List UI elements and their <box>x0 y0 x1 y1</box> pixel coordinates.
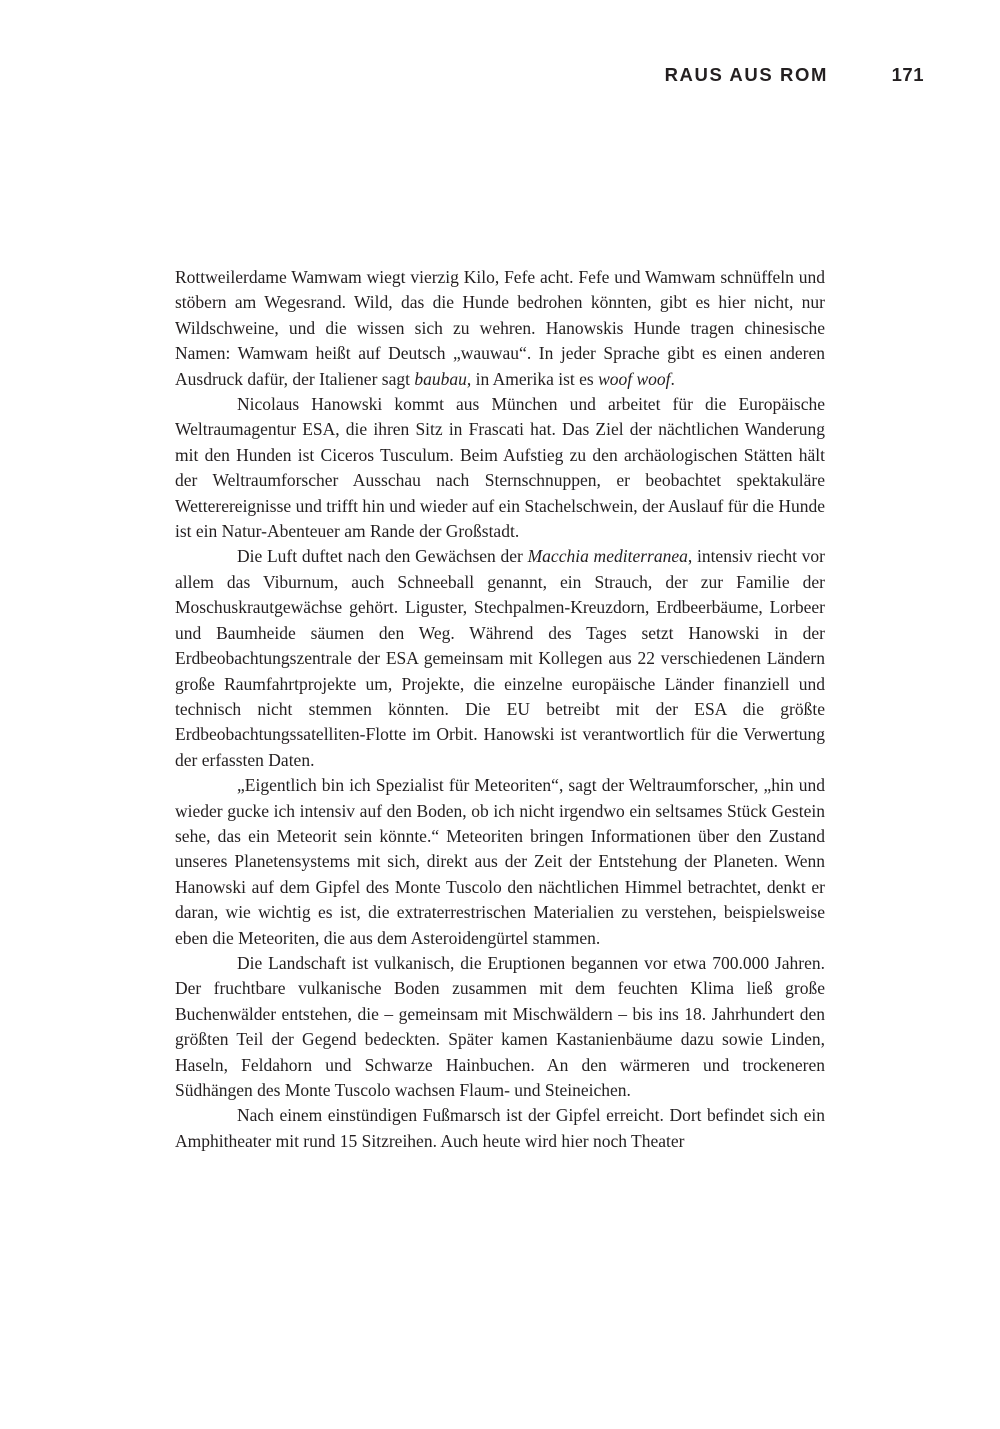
italic-text-run: baubau <box>414 368 467 389</box>
text-run: Nicolaus Hanowski kommt aus München und arbeitet für die Europäische Weltraumagentur ESA, die ihren Sitz in Frascati hat. Das Ziel der nächtlichen Wanderung mit den Hunden ist Ciceros Tusculum. Beim Aufstieg zu den archäologischen Stätten hält der Weltraumforscher Ausschau nach Sternschnuppen, er beobachtet spektakuläre Wetterereignisse und trifft hin und wieder auf ein Stachelschwein, der Auslauf für die Hunde ist ein Natur-Abenteuer am Rande der Großstadt. <box>175 394 825 542</box>
text-run: Die Luft duftet nach den Gewächsen der <box>237 546 528 567</box>
text-run: . <box>670 368 675 389</box>
italic-text-run: Macchia mediterranea <box>527 546 688 567</box>
paragraph <box>175 951 825 1103</box>
running-header-title: RAUS AUS ROM <box>664 64 828 85</box>
paragraph <box>175 1103 825 1154</box>
text-run: „Eigentlich bin ich Spezialist für Meteoriten“, sagt der Weltraumforscher, „hin und wieder gucke ich intensiv auf den Boden, ob ich nicht irgendwo ein seltsames Stück Gestein sehe, das ein Meteorit sein könnte.“ Meteoriten bringen Informationen über den Zustand unseres Planetensystems mit sich, direkt aus der Zeit der Entstehung der Planeten. Wenn Hanowski auf dem Gipfel des Monte Tuscolo den nächtlichen Himmel betrachtet, denkt er daran, wie wichtig es ist, die extraterrestrischen Materialien zu verstehen, beispielsweise eben die Meteoriten, die aus dem Asteroidengürtel stammen. <box>175 775 825 948</box>
text-run: Rottweilerdame Wamwam wiegt vierzig Kilo, Fefe acht. Fefe und Wamwam schnüffeln und stöbern am Wegesrand. Wild, das die Hunde bedrohen könnten, gibt es hier nicht, nur Wildschweine, und die wissen sich zu wehren. Hanowskis Hunde tragen chinesische Namen: Wamwam heißt auf Deutsch „wauwau“. In jeder Sprache gibt es einen anderen Ausdruck dafür, der Italiener sagt <box>175 267 825 389</box>
running-header <box>600 64 924 94</box>
text-run: Nach einem einstündigen Fußmarsch ist der Gipfel erreicht. Dort befindet sich ein Amphitheater mit rund 15 Sitzreihen. Auch heute wird hier noch Theater <box>175 1105 825 1151</box>
italic-text-run: woof woof <box>598 368 671 389</box>
paragraph <box>175 773 825 951</box>
paragraph <box>175 544 825 773</box>
paragraph <box>175 265 825 392</box>
text-run: , intensiv riecht vor allem das Viburnum, auch Schneeball genannt, ein Strauch, der zur Familie der Moschuskrautgewächse gehört. Liguster, Stechpalmen-Kreuzdorn, Erdbeerbäume, Lorbeer und Baumheide säumen den Weg. Während des Tages setzt Hanowski in der Erdbeobachtungszentrale der ESA gemeinsam mit Kollegen aus 22 verschiedenen Ländern große Raumfahrtprojekte um, Projekte, die einzelne europäische Länder finanziell und technisch nicht stemmen könnten. Die EU betreibt mit der ESA die größte Erdbeobachtungssatelliten-Flotte im Orbit. Hanowski ist verantwortlich für die Verwertung der erfassten Daten. <box>175 546 825 770</box>
body-text <box>175 265 825 1154</box>
paragraph <box>175 392 825 544</box>
page-number: 171 <box>891 64 924 85</box>
text-run: Die Landschaft ist vulkanisch, die Eruptionen begannen vor etwa 700.000 Jahren. Der fruchtbare vulkanische Boden zusammen mit dem feuchten Klima ließ große Buchenwälder entstehen, die – gemeinsam mit Mischwäldern – bis ins 18. Jahrhundert den größten Teil der Gegend bedeckten. Später kamen Kastanienbäume dazu sowie Linden, Haseln, Feldahorn und Schwarze Hainbuchen. An den wärmeren und trockeneren Südhängen des Monte Tuscolo wachsen Flaum- und Steineichen. <box>175 952 825 1100</box>
text-run: , in Amerika ist es <box>466 368 599 389</box>
